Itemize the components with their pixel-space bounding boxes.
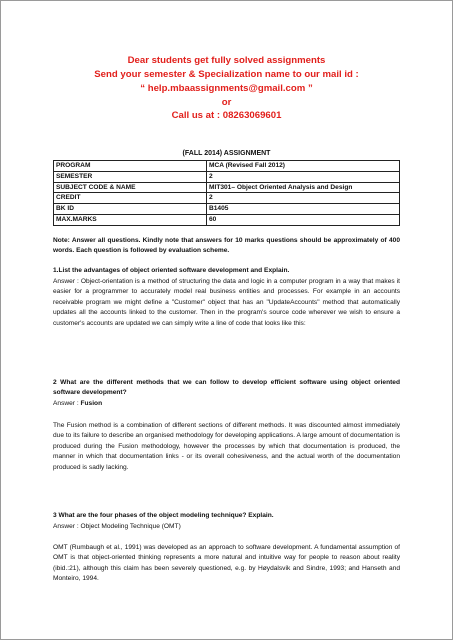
answer-1: Answer : Object-orientation is a method of structuring the data and logic in a computer program in a way that makes it easier for a programmer to accurately model real business entities and processes. For example in an accounts receivable program we might define a "Customer" object that has an "UpdateAccounts" method that automatically updates all the accounts linked to the customer. Then in the program's source code wherever we wish to ensure a customer's accounts are updated we can simply write a line of code that looks like this: xyxy=(53,278,400,327)
table-cell-value: 2 xyxy=(207,171,400,182)
table-row xyxy=(54,214,400,225)
table-row xyxy=(54,193,400,204)
note-text: Note: Answer all questions. Kindly note that answers for 10 marks questions should be approximately of 400 words. Each question is followed by evaluation scheme. xyxy=(53,237,400,255)
answer-2-line xyxy=(53,399,400,409)
table-row xyxy=(54,171,400,182)
table-cell-label: MAX.MARKS xyxy=(54,214,207,225)
question-2: 2 What are the different methods that we can follow to develop efficient software using object oriented software development? xyxy=(53,379,400,397)
table-row xyxy=(54,182,400,193)
table-cell-label: CREDIT xyxy=(54,193,207,204)
table-row xyxy=(54,161,400,172)
answer-3-body: OMT (Rumbaugh et al., 1991) was developed as an approach to software development. A fundamental assumption of OMT is that object-oriented thinking represents a more natural and intuitive way for people to reason about reality (ibid.:21), although this claim has been severely questioned, e.g. by Høydalsvik and Sindre, 1993; and Hanseth and Monteiro, 1994. xyxy=(53,544,400,583)
table-cell-value: 60 xyxy=(207,214,400,225)
answer-3-label: Answer : Object Modeling Technique (OMT) xyxy=(53,523,181,530)
table-cell-label: PROGRAM xyxy=(54,161,207,172)
answer-2-body: The Fusion method is a combination of different sections of different methods. It was discounted almost immediately due to its failure to describe an organised methodology for developing applications. A large amount of documentation is produced during the Fusion methodology, however the processes by which that documentation is produced, the manner in which that documentation links - or its overall cohesiveness, and the actual worth of the documentation produced is sadly lacking. xyxy=(53,422,400,471)
promo-or: or xyxy=(221,97,232,108)
question-1: 1.List the advantages of object oriented software development and Explain. xyxy=(53,267,290,274)
table-cell-label: SUBJECT CODE & NAME xyxy=(54,182,207,193)
promo-line-1: Dear students get fully solved assignments xyxy=(127,55,326,66)
question-3: 3 What are the four phases of the object modeling technique? Explain. xyxy=(53,512,274,519)
answer-2-label: Answer : xyxy=(53,400,81,407)
promo-phone: Call us at : 08263069601 xyxy=(171,110,282,121)
table-cell-value: MIT301– Object Oriented Analysis and Design xyxy=(207,182,400,193)
assignment-title: (FALL 2014) ASSIGNMENT xyxy=(182,150,271,157)
table-cell-value: 2 xyxy=(207,193,400,204)
table-cell-label: BK ID xyxy=(54,204,207,215)
table-cell-value: MCA (Revised Fall 2012) xyxy=(207,161,400,172)
answer-2-value: Fusion xyxy=(80,400,103,407)
table-row xyxy=(54,204,400,215)
promo-email: “ help.mbaassignments@gmail.com ” xyxy=(140,83,313,94)
assignment-info-table xyxy=(53,160,400,226)
table-cell-value: B1405 xyxy=(207,204,400,215)
promo-line-2: Send your semester & Specialization name to our mail id : xyxy=(94,69,359,80)
table-cell-label: SEMESTER xyxy=(54,171,207,182)
